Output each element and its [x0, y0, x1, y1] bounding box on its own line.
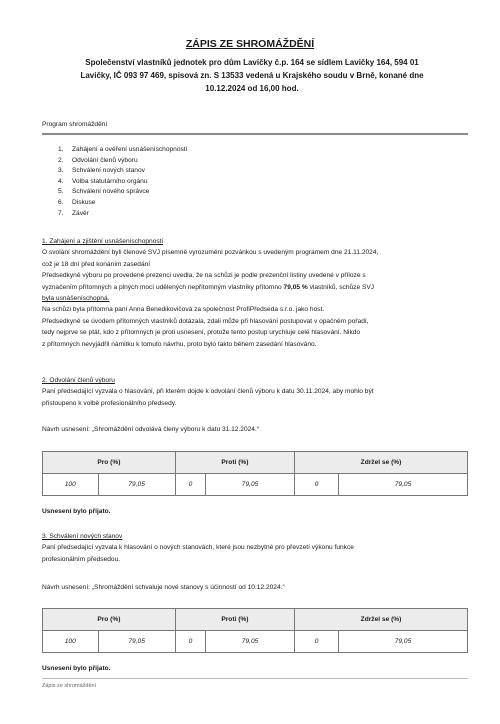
program-item-number: 4.: [58, 177, 64, 185]
column-header-for: Pro (%): [43, 609, 176, 631]
table-cell: 100: [43, 474, 99, 496]
paragraph-line: Předsedkyně výboru po provedené prezenci uvedla, že na schůzi je podle prezenční listiny uvedené v příloze s: [42, 272, 366, 280]
subtitle-line: Společenství vlastníků jednotek pro dům Lavičky č.p. 164 se sídlem Lavičky 164, 594 01: [85, 58, 419, 67]
table-row: [43, 474, 468, 496]
program-item: [58, 156, 187, 167]
subtitle-line: 10.12.2024 od 16,00 hod.: [205, 84, 299, 93]
column-header-abstain: Zdržel se (%): [295, 452, 468, 474]
proposal-text: Návrh usnesení: „Shromáždění odvolává členy výboru k datu 31.12.2024.“: [42, 426, 259, 433]
text-span: vyznačením přítomných a plných mocí udělených nepřítomným vlastníky přítomno: [42, 283, 282, 291]
table-cell: 0: [175, 474, 205, 496]
table-row: [43, 631, 468, 653]
resolution-result: Usnesení bylo přijato.: [42, 508, 111, 515]
text-span: vlastníků, schůze SVJ: [307, 283, 375, 291]
program-item: [58, 145, 187, 156]
program-item: [58, 187, 187, 198]
program-item-label: Závěr: [72, 209, 89, 217]
section-divider: [42, 133, 468, 135]
program-item-number: 6.: [58, 198, 64, 206]
program-item-label: Diskuse: [72, 198, 96, 206]
paragraph-line: O svolání shromáždění byli členové SVJ písemně vyrozuměni pozvánkou s uvedeným programem dne 21.11.2024,: [42, 249, 379, 257]
paragraph-line: tedy nejprve se ptát, kdo z přítomných je proti usnesení, protože tento postup urychluje celé hlasování. Nikdo: [42, 329, 361, 337]
paragraph-line: Paní předsedající vyzvala k hlasování o nových stanovách, které jsou nezbytné pro převzetí výkonu funkce: [42, 544, 354, 552]
table-header-row: [43, 452, 468, 474]
program-item-number: 1.: [58, 146, 64, 153]
table-cell: 79,05: [206, 474, 295, 496]
program-list: [58, 145, 187, 219]
section-2: [42, 375, 468, 409]
paragraph-line: z přítomných nevyjádřil námitku k tomuto návrhu, proto bylo takto během zasedání hlasováno.: [42, 340, 317, 348]
attendance-percent: 79,05 %: [283, 283, 308, 291]
column-header-abstain: Zdržel se (%): [295, 609, 468, 631]
section-heading: 3. Schválení nových stanov: [42, 533, 123, 540]
section-3: [42, 531, 468, 565]
section-heading: 2. Odvolání členů výboru: [42, 377, 115, 384]
program-item-label: Volba statutárního orgánu: [72, 177, 148, 185]
document-title: ZÁPIS ZE SHROMÁŽDĚNÍ: [185, 38, 315, 50]
paragraph-line: Na schůzi byla přítomna paní Anna Benedikovičová za společnost ProfiPředseda s.r.o. jako host.: [42, 306, 325, 314]
program-item-number: 5.: [58, 188, 64, 196]
program-item: [58, 198, 187, 209]
program-item-number: 3.: [58, 167, 64, 175]
program-item: [58, 209, 187, 220]
paragraph-line: což je 18 dní před konáním zasedání: [42, 260, 151, 268]
table-cell: 0: [295, 474, 339, 496]
program-item-label: Odvolání členů výboru: [72, 156, 138, 164]
footer-divider: [42, 678, 468, 679]
table-cell: 0: [175, 631, 205, 653]
program-heading: Program shromáždění: [42, 121, 108, 128]
table-cell: 79,05: [98, 474, 175, 496]
paragraph-line: byla usnášeníschopná.: [42, 295, 110, 303]
column-header-against: Proti (%): [175, 452, 294, 474]
table-cell: 79,05: [206, 631, 295, 653]
vote-table: [42, 608, 468, 653]
resolution-result: Usnesení bylo přijato.: [42, 665, 111, 672]
table-cell: 0: [295, 631, 339, 653]
page-footer: Zápis ze shromáždění: [42, 683, 97, 689]
table-cell: 79,05: [339, 631, 468, 653]
column-header-against: Proti (%): [175, 609, 294, 631]
paragraph-line: přistoupeno k volbě profesionálního předsedy.: [42, 399, 177, 407]
program-item: [58, 166, 187, 177]
table-header-row: [43, 609, 468, 631]
program-item: [58, 177, 187, 188]
program-item-number: 2.: [58, 156, 64, 164]
program-item-label: Schválení nových stanov: [72, 167, 145, 175]
paragraph-line: [42, 282, 468, 293]
program-item-label: Zahájení a ověření usnášeníschopnosti: [72, 146, 188, 153]
paragraph-line: Předsedkyně se úvodem přítomných vlastníků dotázala, zdali může při hlasování postupovat v opačném pořadí,: [42, 317, 369, 325]
table-cell: 100: [43, 631, 99, 653]
program-item-label: Schválení nového správce: [72, 188, 150, 196]
section-heading: 1. Zahájení a zjištění usnášeníschopnosti: [42, 238, 163, 245]
vote-table: [42, 451, 468, 496]
paragraph-line: profesionálním předsedou.: [42, 555, 121, 563]
column-header-for: Pro (%): [43, 452, 176, 474]
document-subtitle: [42, 56, 462, 95]
table-cell: 79,05: [339, 474, 468, 496]
paragraph-line: Paní předsedající vyzvala o hlasování, při kterém dojde k odvolání členů výboru k datu 30.11.2024, aby mohlo být: [42, 388, 374, 396]
program-item-number: 7.: [58, 209, 64, 217]
proposal-text: Návrh usnesení: „Shromáždění schvaluje nové stanovy s účinností od 10.12.2024.“: [42, 584, 285, 591]
section-1: [42, 236, 468, 350]
subtitle-line: Lavičky, IČ 093 97 469, spisová zn. S 13533 vedená u Krajského soudu v Brně, konané dne: [80, 71, 424, 80]
table-cell: 79,05: [98, 631, 175, 653]
